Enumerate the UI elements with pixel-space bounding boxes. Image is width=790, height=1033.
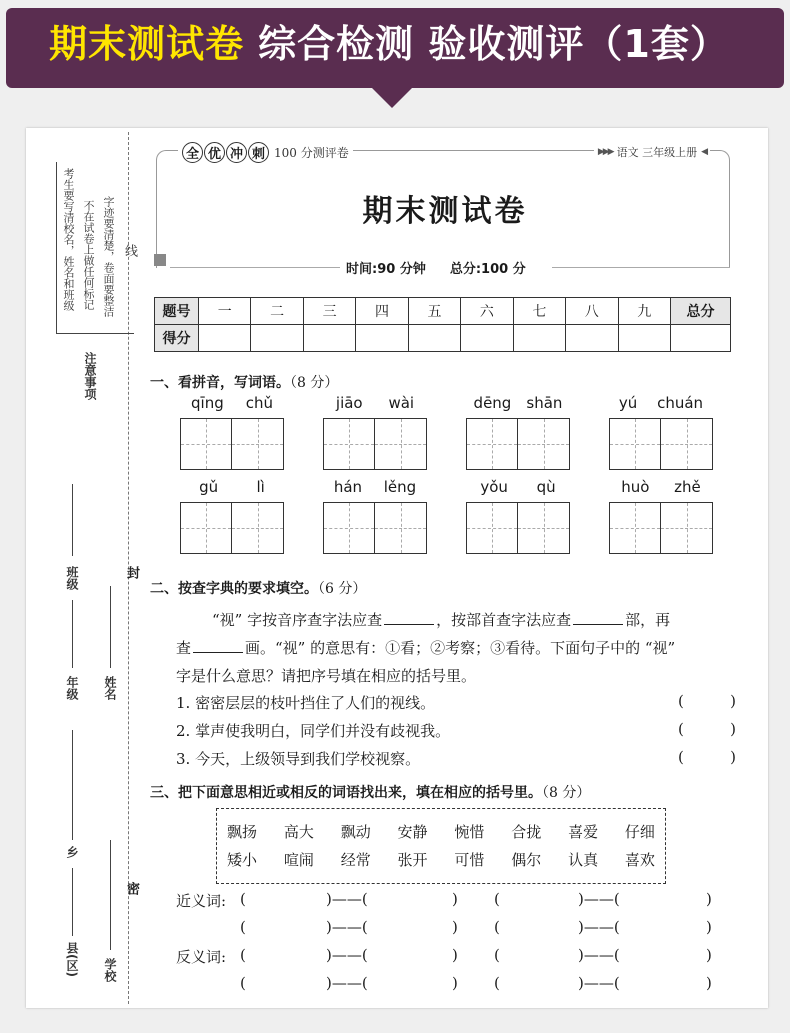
word: 矮小 — [227, 850, 258, 869]
word: 认真 — [568, 850, 599, 869]
question-item — [176, 692, 736, 716]
section-points: （8 分） — [290, 375, 339, 391]
brand-char: 冲 — [226, 142, 247, 163]
brand-subtitle: 100 分测评卷 — [274, 146, 349, 160]
table-row — [155, 298, 731, 325]
word: 喜爱 — [568, 822, 599, 841]
pinyin: qīng — [191, 394, 224, 412]
pinyin-group — [466, 478, 570, 554]
section-2-title — [150, 578, 366, 598]
table-cell: 二 — [251, 298, 303, 325]
writing-cell[interactable] — [232, 418, 284, 470]
word-row — [227, 845, 655, 873]
word: 仔细 — [624, 822, 655, 841]
paren[interactable]: ( — [494, 946, 500, 964]
antonym-label: 反义词: — [176, 948, 227, 966]
paren-pair[interactable]: )——( — [578, 946, 620, 964]
question-text: 2. 掌声使我明白，同学们并没有歧视我。 — [176, 722, 451, 740]
word: 可惜 — [454, 850, 485, 869]
antonym-row-1 — [176, 946, 736, 970]
score-cell[interactable] — [251, 325, 303, 352]
name-line — [110, 586, 111, 668]
word: 张开 — [397, 850, 428, 869]
text: 画。“视” 的意思有：①看；②考察；③看待。下面句子中的 “视” — [245, 639, 676, 657]
paren[interactable]: ( — [494, 974, 500, 992]
pinyin-group — [180, 394, 284, 470]
paren[interactable]: ( — [494, 918, 500, 936]
writing-cell[interactable] — [180, 418, 232, 470]
word: 安静 — [397, 822, 428, 841]
answer-parentheses[interactable] — [678, 720, 736, 738]
paren-pair[interactable]: )——( — [326, 918, 368, 936]
arrow-left-icon: ◀ — [701, 147, 706, 157]
xiang-line — [72, 730, 73, 840]
paren[interactable]: ) — [452, 890, 458, 908]
pinyin: gǔ — [199, 478, 219, 496]
table-cell: 总分 — [671, 298, 731, 325]
text: 部，再 — [625, 611, 671, 629]
score-cell[interactable] — [566, 325, 618, 352]
table-cell: 题号 — [155, 298, 199, 325]
arrow-right-icon: ▶▶▶ — [597, 147, 613, 157]
word-row — [227, 817, 655, 845]
section-title-text: 二、按查字典的要求填空。 — [150, 581, 318, 597]
notice-line-2: 不在试卷上做任何标记 — [82, 200, 95, 310]
paragraph-line — [176, 606, 736, 634]
pinyin: yú — [618, 394, 638, 412]
section-points: （8 分） — [542, 785, 591, 801]
answer-blank[interactable] — [384, 609, 434, 625]
notice-line-1: 考生要写清校名，姓名和班级 — [62, 168, 75, 311]
table-cell: 九 — [618, 298, 671, 325]
paren-pair[interactable]: )——( — [578, 890, 620, 908]
answer-parentheses[interactable] — [678, 748, 736, 766]
table-cell: 七 — [513, 298, 565, 325]
text: ，按部首查字法应查 — [436, 611, 572, 629]
paren: ) — [730, 748, 736, 766]
grade-line — [72, 600, 73, 668]
word: 偶尔 — [511, 850, 542, 869]
synonym-label: 近义词: — [176, 892, 227, 910]
word: 合拢 — [511, 822, 542, 841]
question-text: 3. 今天，上级领导到我们学校视察。 — [176, 750, 421, 768]
name-label: 姓名 — [103, 676, 117, 700]
table-cell: 八 — [566, 298, 618, 325]
county-line — [72, 868, 73, 936]
paren[interactable]: ) — [706, 946, 712, 964]
pinyin-group — [323, 478, 427, 554]
divider — [552, 267, 730, 268]
word: 高大 — [283, 822, 314, 841]
writing-cell[interactable] — [466, 502, 518, 554]
writing-cell[interactable] — [323, 502, 375, 554]
paren-pair[interactable]: )——( — [326, 974, 368, 992]
seal-char: 封 — [124, 566, 139, 579]
paren[interactable]: ( — [240, 890, 246, 908]
exam-total: 总分:100 分 — [449, 262, 526, 277]
word: 经常 — [340, 850, 371, 869]
paragraph-line — [176, 634, 736, 662]
school-label: 学校 — [103, 958, 117, 982]
pinyin: lì — [256, 478, 265, 496]
table-cell: 六 — [461, 298, 513, 325]
school-line — [110, 840, 111, 950]
paren[interactable]: ) — [706, 974, 712, 992]
pinyin-group — [180, 478, 284, 554]
word-bank — [216, 808, 666, 884]
subject-text: 语文 三年级上册 — [616, 146, 698, 159]
county-label: 县(区) — [65, 942, 79, 977]
word: 飘扬 — [227, 822, 258, 841]
banner-pointer — [370, 86, 414, 108]
brand-char: 全 — [182, 142, 203, 163]
section-1-title — [150, 372, 338, 392]
section-points: （6 分） — [318, 581, 367, 597]
section-title-text: 一、看拼音，写词语。 — [150, 375, 290, 391]
writing-cell[interactable] — [661, 418, 713, 470]
notice-label: 注意事项 — [83, 352, 97, 400]
writing-cell[interactable] — [232, 502, 284, 554]
pinyin-group — [609, 394, 713, 470]
mi-char: 密 — [124, 882, 139, 895]
writing-cell[interactable] — [518, 418, 570, 470]
banner-highlight: 期末测试卷 — [49, 21, 245, 66]
writing-cell[interactable] — [180, 502, 232, 554]
paren[interactable]: ( — [494, 890, 500, 908]
score-cell[interactable] — [408, 325, 460, 352]
pinyin: lěng — [383, 478, 417, 496]
writing-cell[interactable] — [609, 418, 661, 470]
writing-cell[interactable] — [518, 502, 570, 554]
exam-time: 时间:90 分钟 — [346, 262, 426, 277]
pinyin: shān — [526, 394, 563, 412]
paren[interactable]: ) — [452, 946, 458, 964]
pinyin: qù — [536, 478, 556, 496]
score-cell[interactable] — [513, 325, 565, 352]
text: “视” 字按音序查字法应查 — [212, 611, 383, 629]
answer-blank[interactable] — [193, 637, 243, 653]
paren-pair[interactable]: )——( — [578, 918, 620, 936]
writing-cell[interactable] — [375, 418, 427, 470]
answer-blank[interactable] — [573, 609, 623, 625]
line-char: 线 — [122, 244, 137, 257]
pinyin: wài — [388, 394, 415, 412]
word: 飘动 — [340, 822, 371, 841]
subject-label — [594, 144, 710, 160]
paren[interactable]: ) — [452, 974, 458, 992]
paragraph-line: 字是什么意思？请把序号填在相应的括号里。 — [176, 667, 477, 685]
score-cell[interactable] — [303, 325, 355, 352]
word: 惋惜 — [454, 822, 485, 841]
synonym-row-1 — [176, 890, 736, 914]
writing-cell[interactable] — [466, 418, 518, 470]
paren[interactable]: ( — [240, 974, 246, 992]
paren: ) — [730, 692, 736, 710]
writing-cell[interactable] — [375, 502, 427, 554]
writing-cell[interactable] — [323, 418, 375, 470]
time-total — [340, 258, 532, 277]
pinyin-group — [323, 394, 427, 470]
paren[interactable]: ( — [240, 946, 246, 964]
grade-label: 年级 — [65, 676, 79, 700]
section-3-title — [150, 782, 590, 802]
table-cell: 得分 — [155, 325, 199, 352]
antonym-row-2 — [176, 974, 736, 998]
score-table — [154, 297, 731, 352]
class-label: 班级 — [65, 566, 79, 590]
table-cell: 三 — [303, 298, 355, 325]
pinyin: jiāo — [335, 394, 363, 412]
question-item — [176, 748, 736, 772]
table-cell: 四 — [356, 298, 408, 325]
brand-char: 刺 — [248, 142, 269, 163]
table-row — [155, 325, 731, 352]
class-line — [72, 484, 73, 556]
text: 查 — [176, 639, 192, 657]
banner-rest: 综合检测 验收测评（1套） — [258, 21, 729, 66]
brand-badge — [178, 142, 353, 163]
paren: ( — [678, 720, 684, 738]
word: 喧闹 — [283, 850, 314, 869]
paren[interactable]: ) — [706, 918, 712, 936]
pinyin-group — [609, 478, 713, 554]
paren: ( — [678, 748, 684, 766]
question-text: 1. 密密层层的枝叶挡住了人们的视线。 — [176, 694, 436, 712]
table-cell: 一 — [199, 298, 251, 325]
score-cell[interactable] — [461, 325, 513, 352]
notice-line-3: 字迹要清楚，卷面要整洁 — [102, 196, 115, 317]
pinyin: dēng — [473, 394, 512, 412]
paren-pair[interactable]: )——( — [326, 946, 368, 964]
writing-cell[interactable] — [609, 502, 661, 554]
question-item — [176, 720, 736, 744]
section-title-text: 三、把下面意思相近或相反的词语找出来，填在相应的括号里。 — [150, 785, 542, 801]
score-cell[interactable] — [618, 325, 671, 352]
score-cell[interactable] — [199, 325, 251, 352]
synonym-row-2 — [176, 918, 736, 942]
divider — [170, 267, 340, 268]
pinyin: yǒu — [480, 478, 508, 496]
paren-pair[interactable]: )——( — [578, 974, 620, 992]
paren[interactable]: ) — [706, 890, 712, 908]
pinyin: zhě — [674, 478, 701, 496]
word: 喜欢 — [624, 850, 655, 869]
writing-cell[interactable] — [661, 502, 713, 554]
pinyin: huò — [621, 478, 650, 496]
brand-char: 优 — [204, 142, 225, 163]
paren[interactable]: ) — [452, 918, 458, 936]
paren: ( — [678, 692, 684, 710]
score-cell[interactable] — [671, 325, 731, 352]
paren[interactable]: ( — [240, 918, 246, 936]
table-cell: 五 — [408, 298, 460, 325]
paren: ) — [730, 720, 736, 738]
answer-parentheses[interactable] — [678, 692, 736, 710]
pinyin: hán — [333, 478, 363, 496]
pinyin: chǔ — [245, 394, 273, 412]
pinyin-group — [466, 394, 570, 470]
paren-pair[interactable]: )——( — [326, 890, 368, 908]
xiang-label: 乡 — [65, 846, 79, 858]
score-cell[interactable] — [356, 325, 408, 352]
banner-title — [0, 0, 778, 80]
page-title: 期末测试卷 — [362, 194, 528, 229]
pinyin: chuán — [657, 394, 704, 412]
